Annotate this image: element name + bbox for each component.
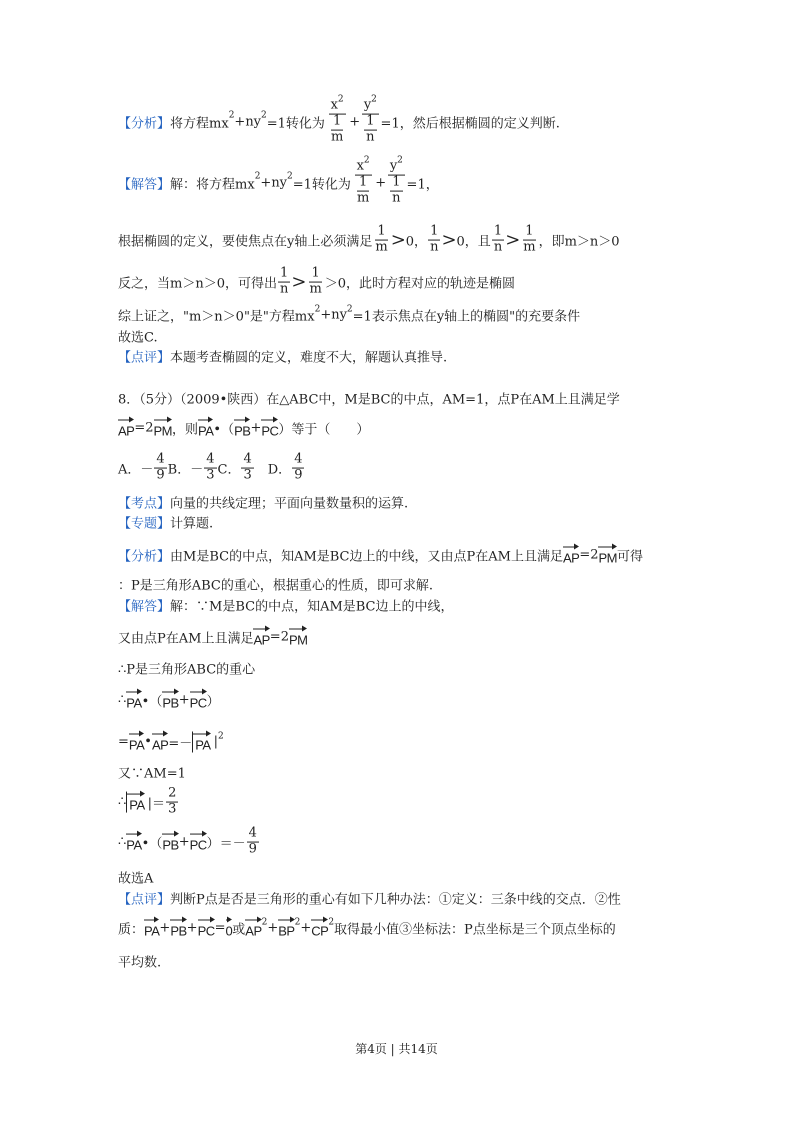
text-line xyxy=(118,267,515,298)
text-run: n xyxy=(279,281,289,297)
fraction xyxy=(390,176,402,207)
text-line xyxy=(118,575,433,594)
fraction xyxy=(521,225,537,256)
fraction-numerator xyxy=(357,176,369,192)
fraction-denominator xyxy=(521,241,537,256)
superscript: 2 xyxy=(314,304,321,314)
text-run: 将方程mx xyxy=(170,116,229,132)
text-run: 向量的共线定理；平面向量数量积的运算. xyxy=(170,496,409,512)
text-run: 又∵AM=1 xyxy=(118,766,186,782)
text-run: ）＝－ xyxy=(206,836,246,852)
text-line xyxy=(118,94,560,146)
fraction-denominator xyxy=(278,283,290,298)
vector-magnitude: PA xyxy=(126,792,144,813)
section-label: 【点评】 xyxy=(118,892,171,908)
text-run: 1 xyxy=(392,174,401,190)
text-run: + xyxy=(178,692,190,708)
text-run: ∴ xyxy=(118,692,127,708)
superscript: 2 xyxy=(254,172,261,182)
text-run: C． xyxy=(217,462,241,478)
text-run: ） xyxy=(206,694,220,710)
superscript: 2 xyxy=(261,111,267,121)
text-run: 8．（5分）（2009•陕西）在△ABC中，M是BC的中点，AM=1，点P在AM上且满足学 xyxy=(118,392,620,408)
text-run: ：P是三角形ABC的重心，根据重心的性质，即可求解. xyxy=(118,578,434,594)
section-label: 【点评】 xyxy=(118,350,171,366)
text-run: + xyxy=(250,420,262,436)
superscript: 2 xyxy=(346,304,353,314)
fraction-numerator xyxy=(309,267,321,283)
text-line xyxy=(118,627,307,648)
text-line xyxy=(118,763,186,782)
text-run: |＝ xyxy=(147,796,166,812)
fraction-numerator xyxy=(329,94,346,115)
text-run: 故选A xyxy=(118,871,154,887)
text-line xyxy=(118,418,369,439)
text-line xyxy=(118,155,439,207)
vector: 0 xyxy=(226,918,233,939)
fraction-denominator xyxy=(292,469,304,484)
text-run: 可得 xyxy=(616,549,643,565)
fraction-denominator xyxy=(387,176,405,207)
text-run: 取得最小值③坐标法：P点坐标是三个顶点坐标的 xyxy=(334,922,616,938)
text-run: m xyxy=(356,190,370,206)
text-run: 又由点P在AM上且满足 xyxy=(118,631,254,647)
text-run: + xyxy=(375,175,387,191)
section-label: 【专题】 xyxy=(118,516,171,532)
vector: AP xyxy=(245,918,261,939)
text-run: =1，然后根据椭圆的定义判断. xyxy=(380,116,560,132)
vector: PC xyxy=(261,418,278,439)
text-run: + xyxy=(349,114,361,130)
text-line xyxy=(118,493,408,512)
vector: PA xyxy=(126,832,141,853)
text-run: + xyxy=(159,920,171,936)
section-label: 【解答】 xyxy=(118,599,171,615)
vector: PB xyxy=(234,418,250,439)
text-run: 平均数. xyxy=(118,955,162,971)
fraction-numerator xyxy=(247,827,259,843)
text-run: 1 xyxy=(358,174,368,190)
text-run: 9 xyxy=(156,467,165,483)
fraction-numerator xyxy=(154,453,166,469)
fraction-denominator xyxy=(373,241,389,256)
fraction-numerator xyxy=(292,453,304,469)
text-run: 1 xyxy=(280,265,289,281)
text-run: m xyxy=(309,281,322,297)
text-run: y xyxy=(389,158,398,174)
text-run: 综上证之，"m＞n＞0"是"方程mx xyxy=(118,309,315,325)
fraction-denominator xyxy=(166,803,178,818)
vector: PA xyxy=(126,690,141,711)
fraction xyxy=(154,453,166,484)
text-run: n xyxy=(430,239,439,255)
text-run: 4 xyxy=(206,451,215,467)
text-run: m xyxy=(375,239,388,255)
greater-than-sign: > xyxy=(505,229,521,251)
text-run: 1 xyxy=(332,113,342,129)
fraction xyxy=(241,453,253,484)
vector: PM xyxy=(154,418,173,439)
fraction-numerator xyxy=(390,176,402,192)
text-run: ，即m＞n＞0 xyxy=(538,234,620,250)
text-run: + xyxy=(300,920,312,936)
vector: AP xyxy=(253,627,269,648)
vector: PB xyxy=(170,918,186,939)
text-run: x xyxy=(330,97,338,113)
fraction xyxy=(292,453,304,484)
vector: PC xyxy=(198,918,215,939)
superscript: 2 xyxy=(328,917,335,927)
text-line xyxy=(118,545,643,566)
fraction-denominator xyxy=(307,283,323,298)
text-line xyxy=(118,596,454,615)
text-run: =1， xyxy=(406,177,439,193)
text-run: 1 xyxy=(311,265,320,281)
text-run: 1 xyxy=(430,223,439,239)
fraction-numerator xyxy=(388,155,405,176)
superscript: 2 xyxy=(363,155,370,166)
fraction-numerator xyxy=(428,225,440,241)
text-run: ∴ xyxy=(118,834,127,850)
text-run: 4 xyxy=(248,825,257,841)
text-run: 根据椭圆的定义，要使焦点在y轴上必须满足 xyxy=(118,234,373,250)
fraction xyxy=(352,155,374,207)
superscript: 2 xyxy=(337,94,344,105)
text-run: •（ xyxy=(213,422,235,438)
text-run: B．－ xyxy=(167,462,204,478)
text-run: n xyxy=(392,190,401,206)
fraction-numerator xyxy=(375,225,387,241)
greater-than-sign: > xyxy=(441,229,457,251)
superscript: 2 xyxy=(294,917,301,927)
text-run: = xyxy=(214,920,226,936)
text-run: 或 xyxy=(232,922,246,938)
superscript: 2 xyxy=(261,917,268,927)
superscript: 2 xyxy=(371,94,377,105)
text-run: 9 xyxy=(248,841,257,857)
text-run: 1 xyxy=(493,223,503,239)
fraction xyxy=(247,827,259,858)
greater-than-sign: > xyxy=(291,271,307,293)
text-run: 故选C. xyxy=(118,330,158,346)
text-line xyxy=(118,513,213,532)
text-run: =2 xyxy=(579,547,599,563)
text-run: | xyxy=(213,734,218,750)
text-line xyxy=(118,690,220,711)
text-run: ，则 xyxy=(172,422,199,438)
text-run: ＞0，此时方程对应的轨迹是椭圆 xyxy=(324,276,516,292)
text-run: 解：将方程mx xyxy=(170,177,255,193)
fraction xyxy=(307,267,323,298)
fraction xyxy=(361,94,379,146)
text-run: • xyxy=(144,734,152,750)
fraction xyxy=(204,453,216,484)
text-line xyxy=(118,918,616,939)
text-run: 0， xyxy=(405,234,428,250)
text-run: 2 xyxy=(168,785,177,801)
fraction xyxy=(355,176,371,207)
text-run: m xyxy=(330,129,344,145)
fraction-numerator xyxy=(241,453,253,469)
fraction-denominator xyxy=(428,241,440,256)
fraction-numerator xyxy=(278,267,290,283)
fraction-denominator xyxy=(390,191,402,206)
section-label: 【解答】 xyxy=(118,177,171,193)
fraction xyxy=(387,155,405,207)
fraction-numerator xyxy=(204,453,216,469)
text-run: +ny xyxy=(320,307,347,323)
fraction xyxy=(278,267,290,298)
text-run: =－ xyxy=(168,736,193,752)
text-run: + xyxy=(186,920,198,936)
text-run: 1 xyxy=(377,223,386,239)
fraction-denominator xyxy=(154,469,166,484)
fraction-numerator xyxy=(492,225,504,241)
fraction-numerator xyxy=(355,155,372,176)
vector: PM xyxy=(289,627,308,648)
fraction-denominator xyxy=(492,241,504,256)
text-run: 解：∵M是BC的中点，知AM是BC边上的中线， xyxy=(170,599,454,615)
superscript: 2 xyxy=(397,155,403,166)
section-label: 【分析】 xyxy=(118,549,171,565)
text-line xyxy=(118,347,447,366)
vector: AP xyxy=(118,418,134,439)
text-run: =2 xyxy=(269,629,289,645)
text-run: + xyxy=(178,834,190,850)
vector: PB xyxy=(162,832,178,853)
text-run: =1转化为 xyxy=(266,116,325,132)
text-run: +ny xyxy=(260,175,288,191)
fraction-numerator xyxy=(166,787,178,803)
superscript: 2 xyxy=(218,731,224,741)
text-run: 0，且 xyxy=(456,234,491,250)
superscript: 2 xyxy=(287,172,293,182)
greater-than-sign: > xyxy=(390,229,406,251)
fraction xyxy=(492,225,504,256)
vector-magnitude: PA xyxy=(192,732,210,753)
text-run: + xyxy=(267,920,279,936)
vector: PA xyxy=(129,732,144,753)
text-run: = xyxy=(118,734,129,750)
vector: AP xyxy=(563,545,579,566)
fraction xyxy=(364,115,376,146)
text-run: y xyxy=(363,97,372,113)
fraction-numerator xyxy=(523,225,535,241)
text-run: 3 xyxy=(168,801,177,817)
fraction xyxy=(428,225,440,256)
fraction-denominator xyxy=(247,843,259,858)
text-run: A．－ xyxy=(118,462,154,478)
fraction xyxy=(373,225,389,256)
text-run: ∴P是三角形ABC的重心 xyxy=(118,662,256,678)
superscript: 2 xyxy=(228,111,235,121)
text-run: D． xyxy=(254,462,292,478)
text-line xyxy=(118,732,224,753)
text-run: =2 xyxy=(134,420,154,436)
fraction-denominator xyxy=(326,115,348,146)
text-run: x xyxy=(356,158,364,174)
text-run: +ny xyxy=(234,114,262,130)
text-run: 4 xyxy=(243,451,252,467)
text-run: 1 xyxy=(525,223,534,239)
text-run: 3 xyxy=(243,467,252,483)
section-label: 【分析】 xyxy=(118,116,171,132)
text-run: =1转化为 xyxy=(292,177,351,193)
fraction-numerator xyxy=(364,115,376,131)
text-line xyxy=(118,889,621,908)
text-line xyxy=(118,868,153,887)
text-line xyxy=(118,952,161,971)
text-run: 1 xyxy=(366,113,375,129)
vector: AP xyxy=(152,732,168,753)
section-label: 【考点】 xyxy=(118,496,171,512)
fraction-denominator xyxy=(355,191,371,206)
text-run: ）等于（ ） xyxy=(278,422,370,438)
text-line xyxy=(118,827,260,858)
vector: PM xyxy=(598,545,617,566)
fraction-denominator xyxy=(361,115,379,146)
text-run: 反之，当m＞n＞0，可得出 xyxy=(118,276,277,292)
vector: PB xyxy=(162,690,178,711)
text-line xyxy=(118,389,620,408)
fraction xyxy=(166,787,178,818)
text-run: 4 xyxy=(294,451,303,467)
text-run: m xyxy=(523,239,536,255)
fraction-numerator xyxy=(331,115,343,131)
text-run: 9 xyxy=(294,467,303,483)
vector: PA xyxy=(198,418,213,439)
fraction xyxy=(326,94,348,146)
text-run: 3 xyxy=(206,467,215,483)
text-run: 计算题. xyxy=(170,516,214,532)
fraction-denominator xyxy=(329,130,345,145)
text-run: 由M是BC的中点，知AM是BC边上的中线，又由点P在AM上且满足 xyxy=(170,549,563,565)
text-run: n xyxy=(493,239,503,255)
vector: PC xyxy=(190,690,207,711)
text-line xyxy=(118,327,158,346)
fraction-denominator xyxy=(204,469,216,484)
text-line xyxy=(118,659,255,678)
fraction-denominator xyxy=(352,176,374,207)
text-run: 4 xyxy=(156,451,165,467)
text-run: 判断P点是否是三角形的重心有如下几种办法：①定义：三条中线的交点．②性 xyxy=(170,892,621,908)
text-run: 质： xyxy=(118,922,145,938)
text-line xyxy=(118,787,179,818)
fraction-denominator xyxy=(364,130,376,145)
text-run: =1表示焦点在y轴上的椭圆"的充要条件 xyxy=(352,309,581,325)
text-line xyxy=(118,225,620,256)
text-run: •（ xyxy=(141,694,163,710)
text-run: 本题考查椭圆的定义，难度不大，解题认真推导. xyxy=(170,350,448,366)
vector: CP xyxy=(311,918,328,939)
text-line xyxy=(118,453,305,484)
fraction-numerator xyxy=(362,94,379,115)
vector: PC xyxy=(190,832,207,853)
fraction xyxy=(329,115,345,146)
text-run: n xyxy=(366,129,375,145)
page-footer: 第4页 | 共14页 xyxy=(355,1042,438,1056)
text-run: •（ xyxy=(141,836,163,852)
text-run: ∴ xyxy=(118,794,127,810)
fraction-denominator xyxy=(241,469,253,484)
text-line xyxy=(118,306,580,325)
vector: PA xyxy=(144,918,159,939)
vector: BP xyxy=(278,918,294,939)
